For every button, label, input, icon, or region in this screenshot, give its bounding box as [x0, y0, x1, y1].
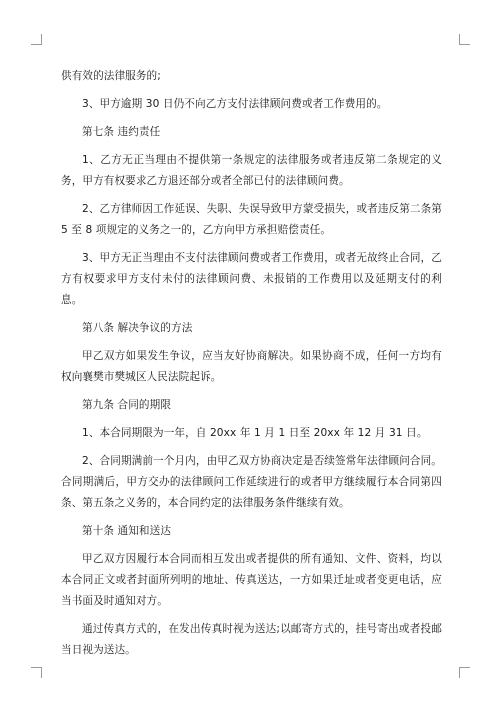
section-heading-article-7: 第七条 违约责任	[82, 126, 161, 138]
crop-mark-bottom-right	[459, 667, 470, 678]
section-heading-article-8: 第八条 解决争议的方法	[82, 322, 193, 334]
paragraph: 2、合同期满前一个月内，由甲乙双方协商决定是否续签常年法律顾问合同。合同期满后，甲方交办的法律顾问工作延续进行的或者甲方继续履行本合同第四条、第五条之义务的，本合同约定的法律服务条件继续有效。	[61, 455, 442, 509]
paragraph: 1、本合同期限为一年，自 20xx 年 1 月 1 日至 20xx 年 12 月 31 日。	[82, 427, 428, 439]
crop-mark-top-left	[31, 34, 42, 45]
paragraph: 3、甲方无正当理由不支付法律顾问费或者工作费用，或者无故终止合同，乙方有权要求甲方支付未付的法律顾问费、未报销的工作费用以及延期支付的利息。	[61, 252, 442, 306]
paragraph: 1、乙方无正当理由不提供第一条规定的法律服务或者违反第二条规定的义务，甲方有权要求乙方退还部分或者全部已付的法律顾问费。	[61, 154, 442, 187]
document-body	[61, 66, 442, 661]
paragraph: 2、乙方律师因工作延误、失职、失误导致甲方蒙受损失，或者违反第二条第 5 至 8 项规定的义务之一的，乙方向甲方承担赔偿责任。	[61, 203, 442, 236]
section-heading-article-10: 第十条 通知和送达	[82, 525, 172, 537]
paragraph-continuation: 供有效的法律服务的;	[61, 70, 161, 82]
paragraph: 甲乙双方因履行本合同而相互发出或者提供的所有通知、文件、资料，均以本合同正文或者封面所列明的地址、传真送达，一方如果迁址或者变更电话，应当书面及时通知对方。	[61, 553, 442, 607]
paragraph: 甲乙双方如果发生争议，应当友好协商解决。如果协商不成，任何一方均有权向襄樊市樊城区人民法院起诉。	[61, 350, 442, 383]
crop-mark-top-right	[459, 34, 470, 45]
crop-mark-bottom-left	[31, 667, 42, 678]
section-heading-article-9: 第九条 合同的期限	[82, 399, 172, 411]
paragraph: 通过传真方式的，在发出传真时视为送达;以邮寄方式的，挂号寄出或者投邮当日视为送达。	[61, 623, 442, 656]
paragraph: 3、甲方逾期 30 日仍不向乙方支付法律顾问费或者工作费用的。	[82, 98, 388, 110]
